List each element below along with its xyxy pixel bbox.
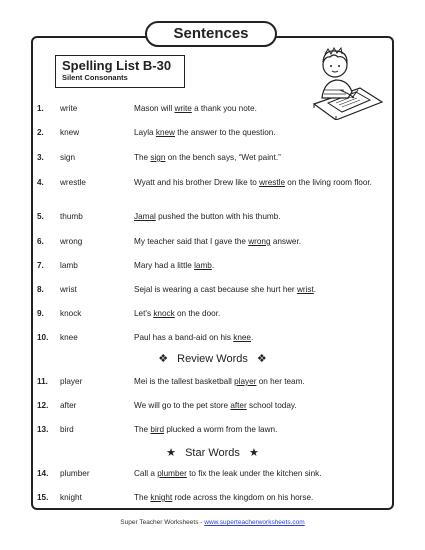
spelling-word: player	[60, 377, 83, 386]
example-sentence: Mei is the tallest basketball player on her team.	[134, 377, 305, 386]
footer-brand: Super Teacher Worksheets -	[120, 519, 205, 526]
spelling-word: knight	[60, 493, 82, 502]
worksheet-title: Sentences	[145, 21, 277, 47]
spelling-word: write	[60, 104, 78, 113]
footer	[0, 519, 425, 526]
item-number: 9.	[37, 309, 44, 318]
item-number: 14.	[37, 469, 49, 478]
example-sentence: The knight rode across the kingdom on his horse.	[134, 493, 314, 502]
review-words-heading	[31, 352, 394, 365]
item-number: 6.	[37, 237, 44, 246]
spelling-word: knock	[60, 309, 82, 318]
spelling-word: knew	[60, 128, 80, 137]
item-number: 5.	[37, 212, 44, 221]
star-words-label: Star Words	[185, 447, 240, 459]
item-number: 12.	[37, 401, 49, 410]
item-number: 11.	[37, 377, 48, 386]
spelling-word: sign	[60, 153, 76, 162]
item-number: 10.	[37, 333, 49, 342]
item-number: 13.	[37, 425, 49, 434]
spelling-list-box	[55, 55, 185, 88]
item-number: 4.	[37, 178, 44, 187]
spelling-word: wrestle	[60, 178, 86, 187]
example-sentence: Let's knock on the door.	[134, 309, 221, 318]
example-sentence: The bird plucked a worm from the lawn.	[134, 425, 278, 434]
example-sentence: Mason will write a thank you note.	[134, 104, 257, 113]
star-icon: ★	[166, 447, 177, 459]
item-number: 15.	[37, 493, 49, 502]
spelling-list-title: Spelling List B-30	[62, 58, 172, 73]
star-icon: ★	[248, 447, 259, 459]
example-sentence: My teacher said that I gave the wrong answer.	[134, 237, 302, 246]
example-sentence: Paul has a band-aid on his knee.	[134, 333, 254, 342]
diamond-icon: ❖	[158, 353, 169, 365]
spelling-word: wrist	[60, 285, 77, 294]
item-number: 3.	[37, 153, 44, 162]
star-words-heading	[31, 446, 394, 459]
spelling-word: thumb	[60, 212, 83, 221]
spelling-word: bird	[60, 425, 74, 434]
spelling-word: wrong	[60, 237, 83, 246]
footer-link[interactable]: www.superteacherworksheets.com	[204, 519, 305, 526]
item-number: 8.	[37, 285, 44, 294]
spelling-word: after	[60, 401, 77, 410]
diamond-icon: ❖	[256, 353, 267, 365]
example-sentence: Call a plumber to fix the leak under the kitchen sink.	[134, 469, 322, 478]
spelling-word: lamb	[60, 261, 78, 270]
item-number: 7.	[37, 261, 44, 270]
example-sentence: Jamal pushed the button with his thumb.	[134, 212, 281, 221]
example-sentence: The sign on the bench says, “Wet paint.”	[134, 153, 281, 162]
item-number: 1.	[37, 104, 44, 113]
example-sentence: Wyatt and his brother Drew like to wrestle on the living room floor.	[134, 178, 372, 187]
spelling-word: plumber	[60, 469, 90, 478]
item-number: 2.	[37, 128, 44, 137]
example-sentence: Sejal is wearing a cast because she hurt her wrist.	[134, 285, 317, 294]
example-sentence: We will go to the pet store after school today.	[134, 401, 297, 410]
example-sentence: Layla knew the answer to the question.	[134, 128, 276, 137]
spelling-list-subtitle: Silent Consonants	[62, 73, 128, 82]
example-sentence: Mary had a little lamb.	[134, 261, 215, 270]
review-words-label: Review Words	[177, 353, 248, 365]
spelling-word: knee	[60, 333, 78, 342]
